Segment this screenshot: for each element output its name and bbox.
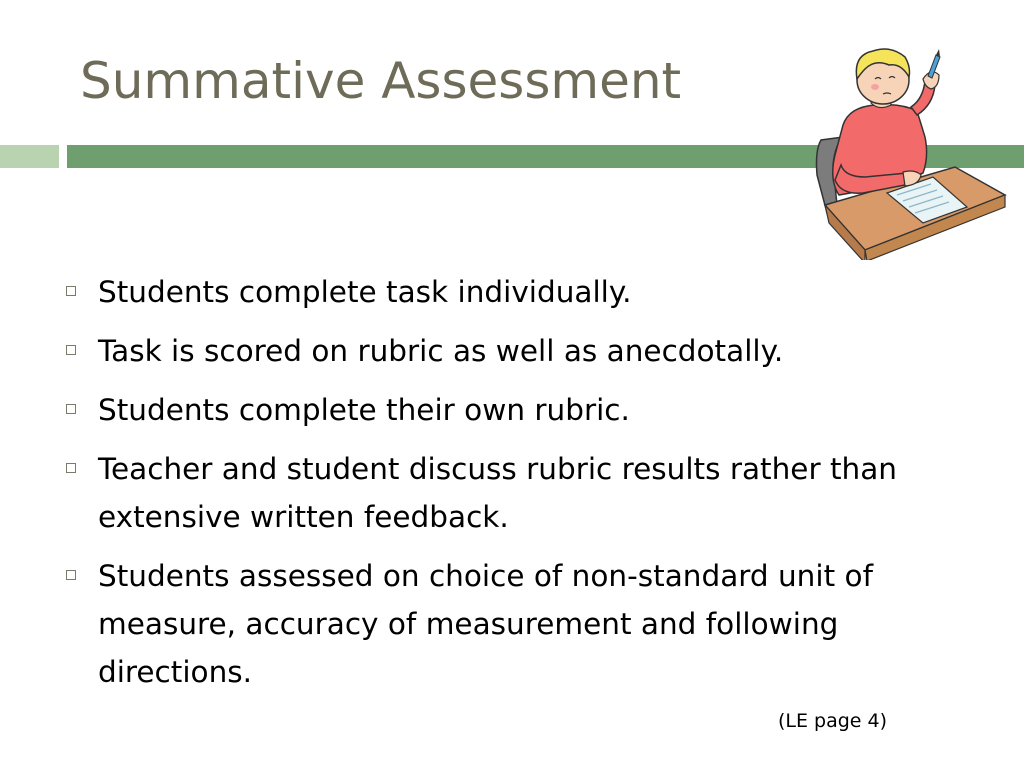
bullet-item [62,445,972,541]
bullet-list [62,268,972,707]
hollow-square-bullet-icon [66,345,76,355]
bullet-text: Students complete task individually. [98,275,632,309]
bullet-item [62,327,972,375]
bullet-text: Teacher and student discuss rubric results rather than extensive written feedback. [98,452,897,534]
bullet-text: Students complete their own rubric. [98,393,630,427]
hollow-square-bullet-icon [66,570,76,580]
bullet-item [62,268,972,316]
hollow-square-bullet-icon [66,463,76,473]
bullet-item [62,386,972,434]
hollow-square-bullet-icon [66,404,76,414]
student-thinking-clipart [805,45,1015,260]
accent-bar-left [0,145,59,168]
bullet-text: Task is scored on rubric as well as anecdotally. [98,334,784,368]
page-reference-note: (LE page 4) [778,710,888,732]
hollow-square-bullet-icon [66,286,76,296]
bullet-text: Students assessed on choice of non-standard unit of measure, accuracy of measurement and following directions. [98,559,873,689]
bullet-item [62,552,972,696]
slide-title: Summative Assessment [80,52,682,110]
